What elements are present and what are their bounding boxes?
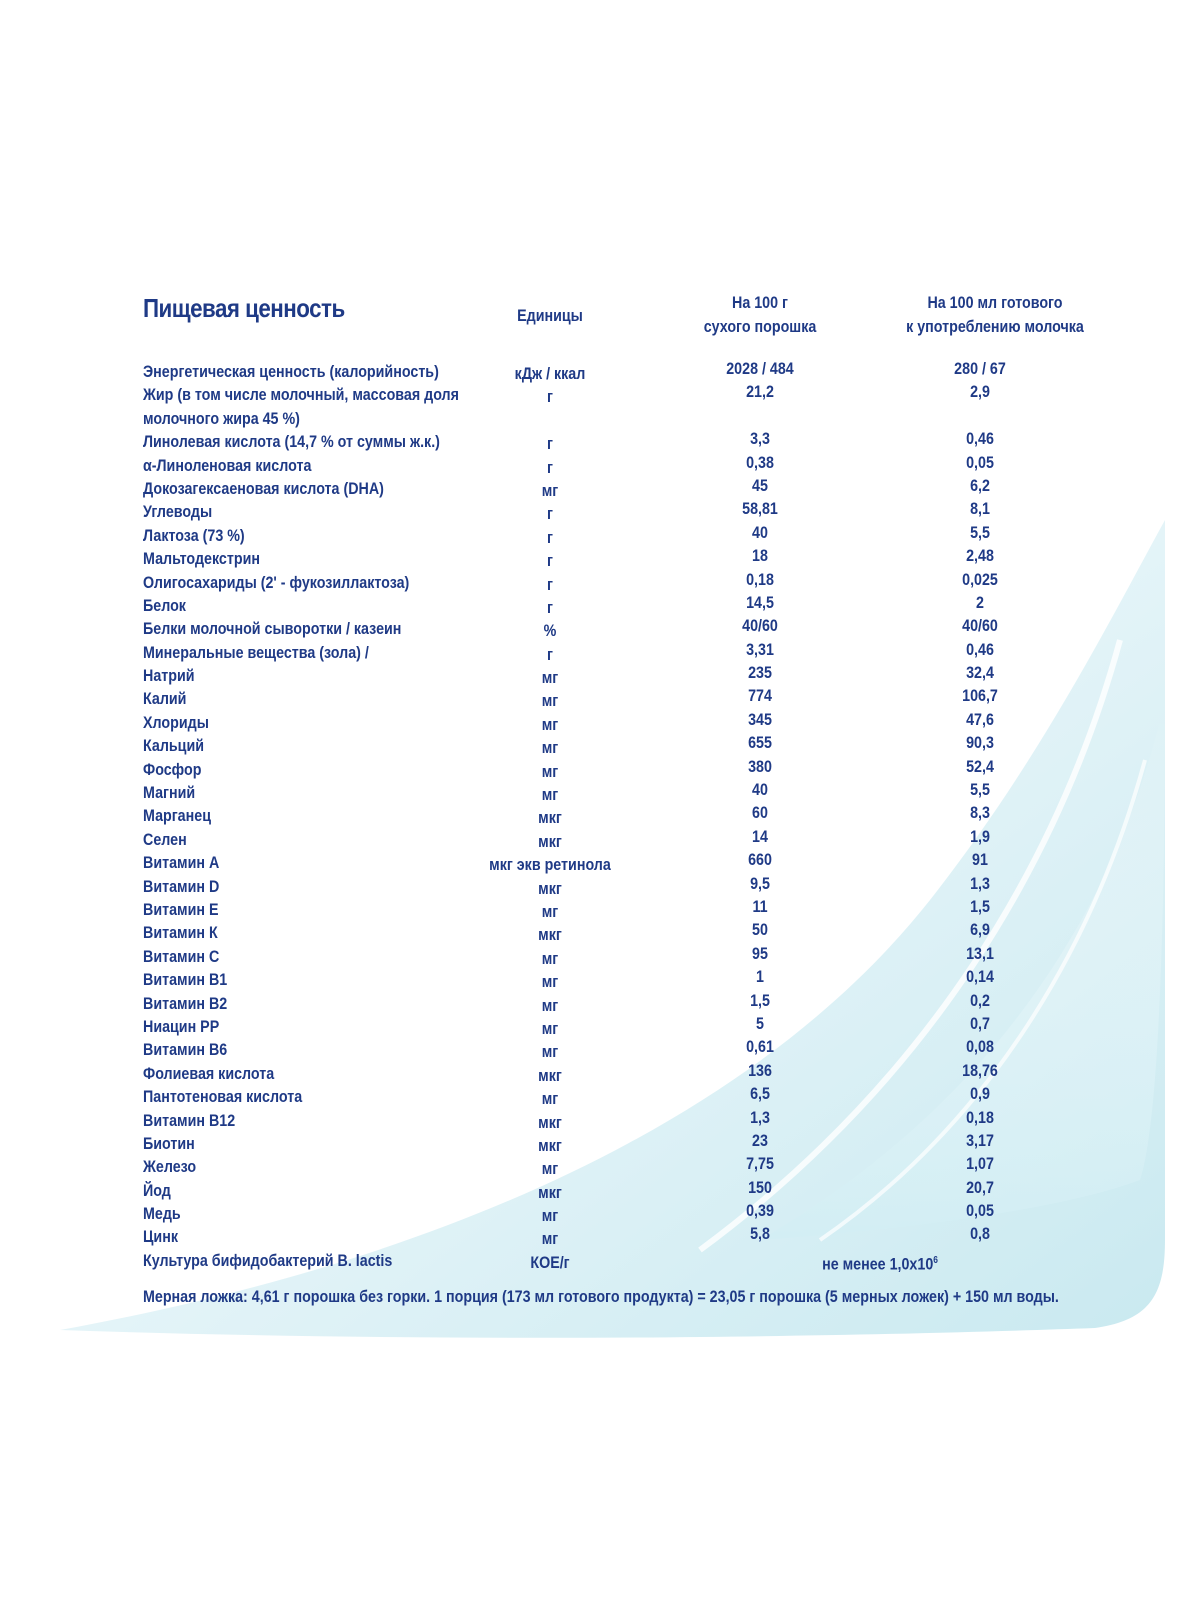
nutrient-unit: г xyxy=(547,457,553,477)
nutrient-unit: г xyxy=(547,574,553,594)
nutrient-unit: мкг xyxy=(538,878,562,898)
value-per-100g: 40 xyxy=(752,780,768,800)
value-per-100g: 5,8 xyxy=(750,1224,770,1244)
value-per-100g: 2028 / 484 xyxy=(726,359,794,378)
nutrient-name: Витамин В12 xyxy=(143,1110,236,1130)
nutrient-unit: г xyxy=(547,644,553,664)
value-per-100g: 40/60 xyxy=(742,616,778,636)
nutrient-name: Витамин Е xyxy=(143,900,219,919)
nutrient-name: Олигосахариды (2' - фукозиллактоза) xyxy=(143,572,410,592)
value-per-100ml: 91 xyxy=(972,850,988,870)
nutrient-unit: кДж / ккал xyxy=(514,364,586,383)
nutrient-name: Белки молочной сыворотки / казеин xyxy=(143,619,402,639)
value-per-100ml: 0,9 xyxy=(970,1084,990,1104)
nutrient-unit: мг xyxy=(541,714,559,734)
nutrient-unit: г xyxy=(547,551,553,571)
nutrient-name: Витамин В2 xyxy=(143,993,228,1013)
nutrient-name: Селен xyxy=(143,829,187,849)
value-per-100g: 136 xyxy=(748,1060,772,1080)
nutrient-unit: мкг экв ретинола xyxy=(489,855,611,875)
value-per-100ml: 0,05 xyxy=(966,1201,994,1221)
nutrient-unit: мкг xyxy=(538,1065,562,1085)
value-per-100g: 7,75 xyxy=(746,1154,774,1174)
header-per-100ml-line1: На 100 мл готового xyxy=(927,293,1063,312)
nutrient-name: Линолевая кислота (14,7 % от суммы ж.к.) xyxy=(143,432,440,452)
nutrient-unit: мг xyxy=(541,668,559,688)
value-per-100ml: 0,7 xyxy=(970,1013,990,1033)
nutrient-unit: мг xyxy=(541,995,559,1015)
value-per-100g: 655 xyxy=(748,733,772,753)
value-per-100g: 235 xyxy=(748,663,772,683)
value-per-100ml: 90,3 xyxy=(966,733,994,753)
value-per-100g: 3,3 xyxy=(750,429,770,449)
value-per-100ml: 0,14 xyxy=(966,967,994,987)
value-per-100ml: 20,7 xyxy=(966,1177,994,1197)
nutrient-name: Пантотеновая кислота xyxy=(143,1087,303,1107)
nutrient-unit: г xyxy=(547,597,553,617)
nutrient-name: Калий xyxy=(143,689,187,709)
nutrient-name: Марганец xyxy=(143,806,211,826)
nutrient-unit: мг xyxy=(541,785,559,805)
nutrient-name: Биотин xyxy=(143,1133,195,1153)
value-per-100g: 380 xyxy=(748,756,772,776)
nutrient-name: Жир (в том числе молочный, массовая доля молочного жира 45 %) xyxy=(143,385,459,428)
nutrient-name: Белок xyxy=(143,595,186,615)
value-per-100g: 660 xyxy=(748,850,772,870)
nutrient-name: Витамин D xyxy=(143,876,220,896)
value-per-100g: 0,38 xyxy=(746,452,774,472)
value-per-100ml: 32,4 xyxy=(966,663,994,683)
value-per-100ml: 0,05 xyxy=(966,452,994,472)
nutrient-unit: мкг xyxy=(538,808,562,828)
nutrient-unit: г xyxy=(547,527,553,547)
nutrient-unit: мг xyxy=(541,1206,559,1226)
nutrient-unit: мкг xyxy=(538,831,562,851)
nutrient-name: Йод xyxy=(143,1180,171,1200)
value-per-100ml: 47,6 xyxy=(966,709,994,729)
value-per-100ml: 8,3 xyxy=(970,803,990,823)
nutrient-unit: мг xyxy=(541,480,559,500)
nutrient-unit: мг xyxy=(541,1018,559,1038)
nutrient-unit: мкг xyxy=(538,925,562,945)
value-per-100ml: 0,8 xyxy=(970,1224,990,1244)
value-per-100ml: 13,1 xyxy=(966,943,994,963)
nutrient-unit: % xyxy=(543,621,557,641)
value-per-100g: 45 xyxy=(752,475,768,495)
nutrient-name: Натрий xyxy=(143,666,195,686)
page-title: Пищевая ценность xyxy=(143,293,345,323)
value-per-100g: 14 xyxy=(752,826,768,846)
value-per-100ml: 2,9 xyxy=(970,382,990,402)
nutrient-unit: мкг xyxy=(538,1182,562,1202)
nutrient-name: Железо xyxy=(143,1157,197,1177)
table-row xyxy=(0,1225,1200,1248)
nutrient-unit: КОЕ/г xyxy=(530,1252,570,1272)
nutrient-name: Энергетическая ценность (калорийность) xyxy=(143,362,439,381)
nutrient-unit: мг xyxy=(541,1089,559,1109)
value-per-100g: 50 xyxy=(752,920,768,940)
value-per-100g: 18 xyxy=(752,546,768,566)
nutrient-name: Ниацин РР xyxy=(143,1016,220,1036)
nutrient-name: Углеводы xyxy=(143,502,213,522)
value-per-100g: 60 xyxy=(752,803,768,823)
nutrient-name: Витамин В6 xyxy=(143,1040,228,1060)
value-per-100ml: 280 / 67 xyxy=(954,359,1006,378)
value-per-100g: 150 xyxy=(748,1177,772,1197)
value-per-100ml: 6,9 xyxy=(970,920,990,940)
nutrient-name: Витамин А xyxy=(143,853,220,873)
value-per-100ml: 6,2 xyxy=(970,475,990,495)
nutrient-unit: мг xyxy=(541,948,559,968)
value-per-100g: 11 xyxy=(752,897,768,916)
value-per-100g: 40 xyxy=(752,522,768,542)
nutrient-table xyxy=(0,360,1200,1272)
value-per-100g: 58,81 xyxy=(742,499,778,519)
value-per-100ml: 0,18 xyxy=(966,1107,994,1127)
nutrient-unit: г xyxy=(547,387,553,407)
nutrient-name: Витамин К xyxy=(143,923,218,943)
header-units: Единицы xyxy=(517,306,583,325)
nutrient-unit: мг xyxy=(541,738,559,758)
header-per-100ml-line2: к употреблению молочка xyxy=(906,317,1084,336)
value-per-100g: 345 xyxy=(748,709,772,729)
value-per-100ml: 0,025 xyxy=(962,569,998,589)
value-per-100g: 14,5 xyxy=(746,592,774,612)
value-per-100g: 0,39 xyxy=(746,1201,774,1221)
value-per-100ml: 3,17 xyxy=(966,1130,994,1150)
header-per-100ml xyxy=(877,291,1112,339)
nutrient-unit: мг xyxy=(541,761,559,781)
nutrient-unit: мг xyxy=(541,1042,559,1062)
nutrient-name: Лактоза (73 %) xyxy=(143,525,245,545)
value-per-100ml: 2 xyxy=(976,592,984,612)
nutrient-name: Минеральные вещества (зола) / xyxy=(143,642,369,662)
value-per-100ml: 5,5 xyxy=(970,780,990,800)
nutrient-unit: мг xyxy=(541,1229,559,1249)
value-per-100ml: 52,4 xyxy=(966,756,994,776)
nutrient-unit: г xyxy=(547,434,553,454)
value-per-100g: 1,3 xyxy=(750,1107,770,1127)
value-per-100ml: 18,76 xyxy=(962,1060,998,1080)
value-per-100ml: 1,9 xyxy=(970,826,990,846)
nutrient-name: Докозагексаеновая кислота (DHA) xyxy=(143,478,384,498)
value-per-100ml: 2,48 xyxy=(966,546,994,566)
table-row xyxy=(0,1249,1200,1272)
value-per-100g: 1 xyxy=(756,967,764,987)
value-per-100ml: 0,08 xyxy=(966,1037,994,1057)
nutrient-name: α-Линоленовая кислота xyxy=(143,455,312,475)
nutrient-unit: мг xyxy=(541,972,559,992)
value-per-100g: 0,18 xyxy=(746,569,774,589)
nutrient-name: Витамин В1 xyxy=(143,970,228,990)
value-per-100g: 95 xyxy=(752,943,768,963)
nutrient-unit: г xyxy=(547,504,553,524)
value-per-100g: 23 xyxy=(752,1130,768,1150)
value-per-100ml: 1,5 xyxy=(970,897,990,916)
value-per-100ml: 40/60 xyxy=(962,616,998,636)
value-per-100g: 21,2 xyxy=(746,382,774,402)
value-per-100ml: 1,07 xyxy=(966,1154,994,1174)
nutrient-name: Магний xyxy=(143,783,196,803)
nutrient-name: Культура бифидобактерий B. lactis xyxy=(143,1250,393,1270)
footnote: Мерная ложка: 4,61 г порошка без горки. 1 порция (173 мл готового продукта) = 23,05 г порошка (5 мерных ложек) + 150 мл воды. xyxy=(143,1287,1059,1306)
value-per-100ml: 106,7 xyxy=(962,686,998,706)
culture-value xyxy=(788,1249,973,1276)
nutrient-name: Медь xyxy=(143,1204,181,1224)
value-per-100g: 6,5 xyxy=(750,1084,770,1104)
value-per-100g: 3,31 xyxy=(746,639,774,659)
value-per-100ml: 0,2 xyxy=(970,990,990,1010)
value-per-100ml: 0,46 xyxy=(966,639,994,659)
culture-value-base: не менее 1,0х10 xyxy=(822,1254,934,1274)
header-per-100g-line2: сухого порошка xyxy=(703,317,817,336)
value-per-100ml: 1,3 xyxy=(970,873,990,893)
header-per-100g xyxy=(676,291,844,339)
nutrient-unit: мг xyxy=(541,691,559,711)
nutrient-unit: мг xyxy=(541,902,559,921)
nutrient-unit: мкг xyxy=(538,1135,562,1155)
nutrient-unit: мкг xyxy=(538,1112,562,1132)
value-per-100g: 1,5 xyxy=(750,990,770,1010)
nutrient-name: Цинк xyxy=(143,1227,178,1247)
nutrient-name: Кальций xyxy=(143,736,205,756)
value-per-100ml: 8,1 xyxy=(970,499,990,519)
table-row xyxy=(0,383,1200,430)
nutrient-name: Хлориды xyxy=(143,712,209,732)
nutrient-unit: мг xyxy=(541,1159,559,1179)
header-per-100g-line1: На 100 г xyxy=(732,293,788,312)
value-per-100g: 0,61 xyxy=(746,1037,774,1057)
value-per-100ml: 5,5 xyxy=(970,522,990,542)
nutrient-name: Фосфор xyxy=(143,759,202,779)
value-per-100g: 5 xyxy=(756,1013,764,1033)
nutrient-name: Фолиевая кислота xyxy=(143,1063,275,1083)
value-per-100g: 9,5 xyxy=(750,873,770,893)
value-per-100g: 774 xyxy=(748,686,772,706)
nutrient-name: Мальтодекстрин xyxy=(143,549,260,569)
nutrient-name: Витамин С xyxy=(143,946,220,966)
culture-value-exponent: 6 xyxy=(933,1254,938,1266)
value-per-100ml: 0,46 xyxy=(966,429,994,449)
